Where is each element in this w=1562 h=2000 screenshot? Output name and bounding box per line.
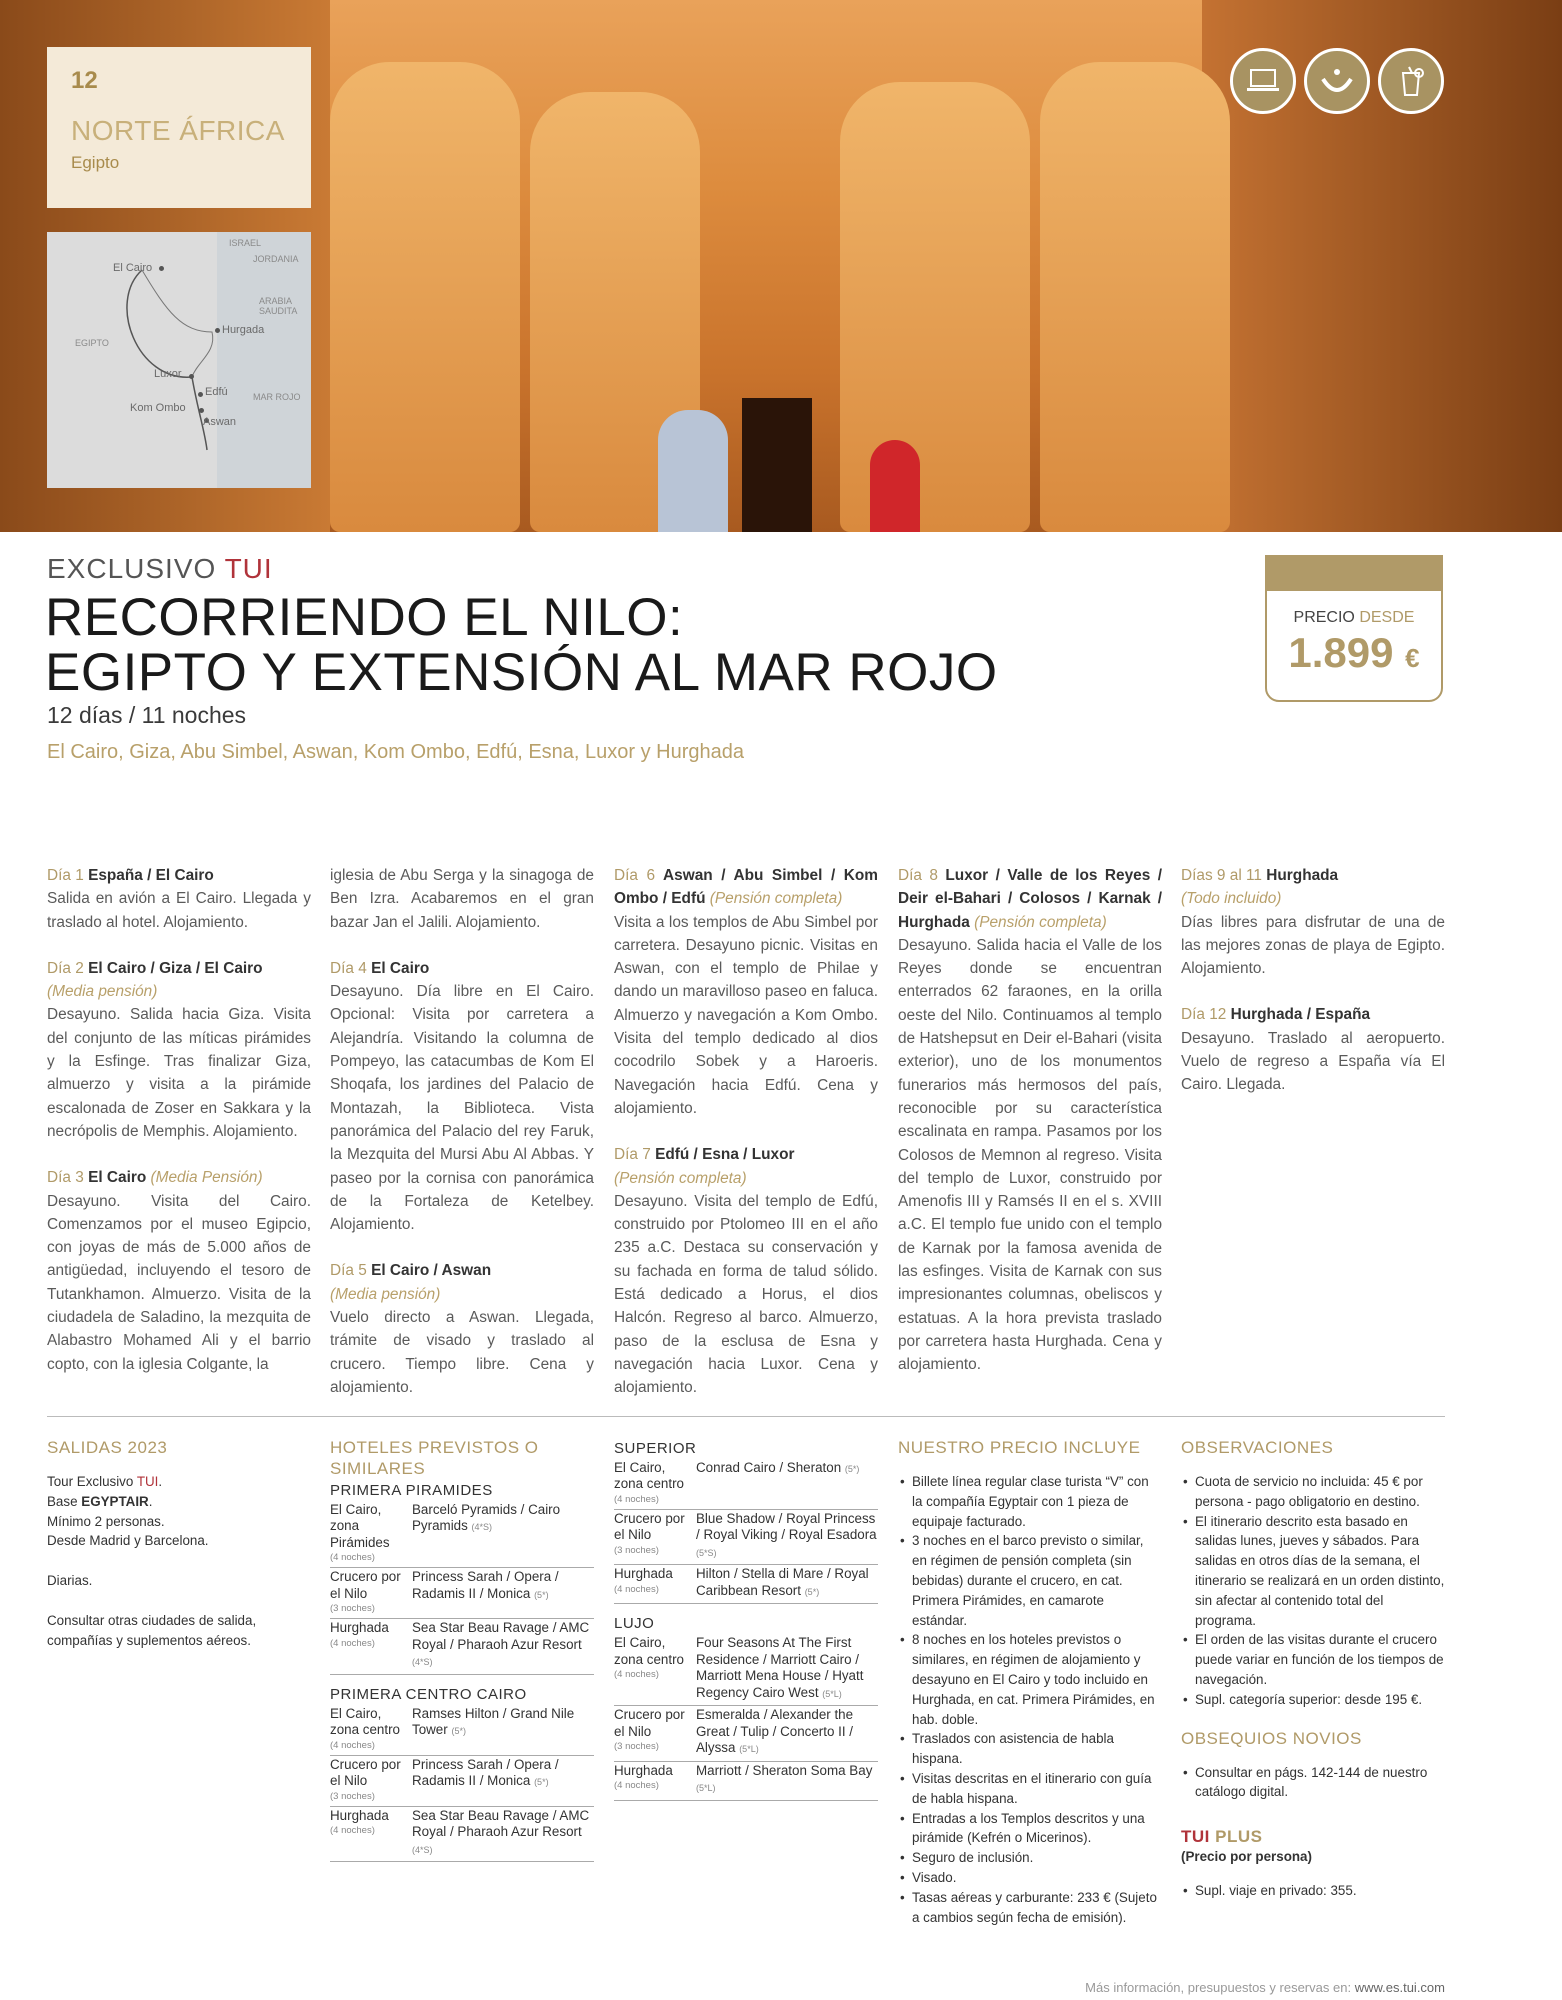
hotel-stars: (5*L) <box>822 1688 842 1699</box>
hotel-nights: (4 noches) <box>614 1583 659 1595</box>
day-title: El Cairo / Giza / El Cairo <box>88 959 263 977</box>
hotel-names <box>696 1634 878 1706</box>
river-path <box>142 270 213 377</box>
day-title: Edfú / Esna / Luxor <box>655 1146 795 1164</box>
table-row <box>614 1706 878 1762</box>
hotel-nights: (4 noches) <box>330 1825 375 1837</box>
footer <box>1085 1980 1445 1995</box>
day-body: Salida en avión a El Cairo. Llegada y traslado al hotel. Alojamiento. <box>47 890 311 931</box>
trip-cities: El Cairo, Giza, Abu Simbel, Aswan, Kom Ombo, Edfú, Esna, Luxor y Hurghada <box>47 741 745 763</box>
hotel-nights: (4 noches) <box>614 1669 659 1681</box>
list-item: • Visitas descritas en el itinerario con guía de habla hispana. <box>898 1769 1162 1809</box>
hotel-stars: (5*) <box>534 1589 549 1600</box>
hotel-name: Sea Star Beau Ravage / AMC Royal / Pharaoh Azur Resort <box>412 1807 590 1840</box>
hotel-location <box>330 1755 412 1806</box>
hotel-table <box>330 1705 594 1863</box>
day-number: Día 8 <box>898 867 938 884</box>
map-label-mar-rojo: MAR ROJO <box>253 392 301 402</box>
novios-heading: OBSEQUIOS NOVIOS <box>1181 1728 1362 1748</box>
hotel-names <box>412 1501 594 1568</box>
hero-statue <box>330 62 520 532</box>
salidas-line: Desde Madrid y Barcelona. <box>47 1533 209 1549</box>
day-heading <box>1181 867 1338 884</box>
tui-plus-word: PLUS <box>1215 1827 1263 1847</box>
day-body: Días libres para disfrutar de una de las mejores zonas de playa de Egipto. Alojamiento. <box>1181 913 1445 978</box>
day-title: El Cairo <box>88 1169 147 1187</box>
tui-plus-list <box>1181 1881 1445 1901</box>
hotel-location <box>330 1806 412 1862</box>
list-item: • Cuota de servicio no incluida: 45 € por persona - pago obligatorio en destino. <box>1181 1472 1445 1512</box>
hotel-stars: (5*L) <box>739 1744 759 1755</box>
hotel-location-name: Crucero por el Nilo <box>614 1707 685 1739</box>
map-city-cairo: El Cairo <box>113 262 153 274</box>
country-name: Egipto <box>71 153 120 172</box>
map-label-jordania: JORDANIA <box>253 254 299 264</box>
map-city-kom-ombo: Kom Ombo <box>130 402 186 414</box>
hotel-location <box>614 1459 696 1510</box>
hero-statue <box>840 82 1030 532</box>
hoteles-section <box>330 1437 594 1862</box>
salidas-line: Consultar otras ciudades de salida, compañías y suplementos aéreos. <box>47 1612 257 1648</box>
map-label-israel: ISRAEL <box>229 238 262 248</box>
hotel-location-name: Hurghada <box>614 1566 673 1582</box>
hotel-location-name: El Cairo, zona centro <box>614 1459 684 1492</box>
feature-icons <box>1230 48 1445 118</box>
route-map <box>47 232 311 488</box>
salidas-line: Mínimo 2 personas. <box>47 1513 165 1529</box>
price-box <box>1265 555 1443 702</box>
hotel-name: Blue Shadow / Royal Princess / Royal Viking / Royal Esadora <box>696 1510 877 1543</box>
hotel-nights: (4 noches) <box>614 1780 659 1792</box>
salidas-text: . <box>158 1474 163 1489</box>
hotel-nights: (4 noches) <box>330 1552 375 1564</box>
list-item: • Visado. <box>898 1868 1162 1888</box>
footer-link[interactable]: www.es.tui.com <box>1354 1980 1445 1995</box>
hotel-names <box>696 1565 878 1604</box>
day-number: Día 5 <box>330 1262 367 1280</box>
hotel-names <box>412 1619 594 1675</box>
table-row <box>614 1565 878 1604</box>
smile-icon <box>1304 48 1370 114</box>
list-item: • Supl. categoría superior: desde 195 €. <box>1181 1690 1445 1710</box>
hotel-location-name: El Cairo, zona Pirámides <box>330 1501 390 1550</box>
map-dot <box>215 328 220 333</box>
day-title: España / El Cairo <box>88 867 214 884</box>
day-title: El Cairo <box>371 959 430 977</box>
map-city-hurgada: Hurgada <box>222 324 265 336</box>
map-city-edfu: Edfú <box>205 386 228 398</box>
map-label-egipto: EGIPTO <box>75 338 109 348</box>
observaciones-list <box>1181 1472 1445 1710</box>
day-heading <box>614 1146 794 1163</box>
hotel-location <box>614 1761 696 1800</box>
list-item: • 8 noches en los hoteles previstos o similares, en régimen de alojamiento y desayuno en El Cairo y todo incluido en Hurghada, en cat. Primera Pirámides, en hab. doble. <box>898 1630 1162 1729</box>
price-label <box>1267 609 1441 627</box>
list-item: • Consultar en págs. 142-144 de nuestro catálogo digital. <box>1181 1763 1445 1803</box>
day-block <box>330 957 594 1237</box>
hotel-names <box>412 1705 594 1756</box>
day-body: Desayuno. Visita del templo de Edfú, construido por Ptolomeo III en el año 235 a.C. Destaca su conservación y su fachada en forma de talud sólido. Está dedicado a Horus, el dios Halcón. Regreso al barco. Almuerzo, paso de la esclusa de Esna y navegación hacia Luxor. Cena y alojamiento. <box>614 1192 878 1397</box>
day-number: Día 7 <box>614 1146 651 1164</box>
salidas-text: Tour Exclusivo <box>47 1474 134 1489</box>
map-route-line <box>47 232 311 488</box>
hotel-nights: (3 noches) <box>330 1790 375 1802</box>
hotel-name: Esmeralda / Alexander the Great / Tulip / Concerto II / Alyssa <box>696 1707 854 1756</box>
section-divider <box>47 1416 1445 1417</box>
day-title: Hurghada / España <box>1230 1006 1371 1024</box>
list-item: • Traslados con asistencia de habla hispana. <box>898 1729 1162 1769</box>
itinerary-column-2 <box>330 864 594 1422</box>
route-path <box>127 270 207 450</box>
hotel-nights: (4 noches) <box>614 1493 659 1505</box>
hotel-stars: (4*S) <box>412 1844 433 1855</box>
hotel-location <box>614 1509 696 1565</box>
hotel-location <box>330 1568 412 1619</box>
hero-statue <box>1040 62 1230 532</box>
hotel-location-name: El Cairo, zona centro <box>614 1635 684 1667</box>
page-section-number: 12 <box>71 67 98 94</box>
map-dot <box>159 266 164 271</box>
hotel-category-title: PRIMERA PIRAMIDES <box>330 1482 493 1499</box>
section-badge <box>47 47 311 208</box>
hotel-stars: (4*S) <box>412 1657 433 1668</box>
day-meal: (Pensión completa) <box>974 913 1107 931</box>
price-value <box>1267 629 1441 677</box>
itinerary-column-1 <box>47 864 311 1399</box>
table-row <box>614 1509 878 1565</box>
salidas-heading: SALIDAS 2023 <box>47 1438 168 1457</box>
day-title: Hurghada <box>1266 867 1339 884</box>
table-row <box>330 1568 594 1619</box>
observaciones-heading: OBSERVACIONES <box>1181 1438 1334 1457</box>
map-city-aswan: Aswan <box>203 416 237 428</box>
day-meal: (Pensión completa) <box>709 890 843 908</box>
salidas-line: Diarias. <box>47 1573 93 1589</box>
map-dot <box>189 374 194 379</box>
incluye-heading: NUESTRO PRECIO INCLUYE <box>898 1438 1141 1457</box>
day-body: Visita a los templos de Abu Simbel por carretera. Desayuno picnic. Visitas en Aswan, con el templo de Philae y dando un maravilloso paseo en faluca. Almuerzo y navegación a Kom Ombo. Visita del templo dedicado al dios cocodrilo Sobek y a Haroeris. Navegación hacia Edfú. Cena y alojamiento. <box>614 913 878 1117</box>
hotel-location <box>330 1501 412 1568</box>
salidas-brand: TUI <box>136 1474 159 1489</box>
hotel-stars: (5*) <box>534 1777 549 1788</box>
list-item: • Tasas aéreas y carburante: 233 € (Sujeto a cambios según fecha de emisión). <box>898 1888 1162 1928</box>
hotel-location-name: Crucero por el Nilo <box>330 1756 401 1789</box>
day-block <box>614 864 878 1120</box>
salidas-line <box>47 1472 311 1492</box>
map-city-luxor: Luxor <box>154 368 182 380</box>
day-title: Luxor / Valle de los Reyes / Deir el-Bahari / Colosos / Karnak / Hurghada <box>898 867 1162 931</box>
hotel-name: Sea Star Beau Ravage / AMC Royal / Pharaoh Azur Resort <box>412 1620 590 1652</box>
hotel-location-name: Hurghada <box>614 1762 673 1778</box>
hotel-table <box>330 1501 594 1675</box>
day-number: Días 9 al 11 <box>1181 867 1262 884</box>
observaciones-section <box>1181 1437 1445 1901</box>
hotel-stars: (5*L) <box>696 1783 716 1794</box>
table-row <box>330 1755 594 1806</box>
hotel-name: Barceló Pyramids / Cairo Pyramids <box>412 1501 561 1534</box>
day-heading <box>47 867 214 884</box>
table-row <box>330 1619 594 1675</box>
hoteles-section-2 <box>614 1437 878 1801</box>
map-dot <box>199 408 204 413</box>
salidas-text: . <box>148 1493 153 1509</box>
hero-person <box>870 440 920 532</box>
hotel-name: Princess Sarah / Opera / Radamis II / Monica <box>412 1756 559 1789</box>
price-label-main: PRECIO <box>1293 609 1355 626</box>
list-item: • Entradas a los Templos descritos y una pirámide (Kefrén o Micerinos). <box>898 1809 1162 1849</box>
hotel-names <box>412 1806 594 1862</box>
day-meal: (Media pensión) <box>47 983 158 1001</box>
hoteles-heading: HOTELES PREVISTOS O SIMILARES <box>330 1438 539 1478</box>
day-meal: (Pensión completa) <box>614 1169 747 1187</box>
map-label-arabia: ARABIA SAUDITA <box>259 296 298 316</box>
hotel-category-title: PRIMERA CENTRO CAIRO <box>330 1685 527 1703</box>
day-body: Desayuno. Traslado al aeropuerto. Vuelo de regreso a España vía El Cairo. Llegada. <box>1181 1029 1445 1094</box>
hotel-stars: (5*S) <box>696 1547 717 1558</box>
footer-text: Más información, presupuestos y reservas en: <box>1085 1980 1352 1995</box>
hotel-location <box>614 1565 696 1604</box>
list-item: • El orden de las visitas durante el crucero puede variar en función de los tiempos de navegación. <box>1181 1630 1445 1689</box>
hotel-category-title: SUPERIOR <box>614 1440 697 1457</box>
day-body: Vuelo directo a Aswan. Llegada, trámite de visado y traslado al crucero. Tiempo libre. Cena y alojamiento. <box>330 1309 594 1396</box>
day-number: Día 4 <box>330 959 367 977</box>
day-body: iglesia de Abu Serga y la sinagoga de Ben Izra. Acabaremos en el gran bazar Jan el Jalili. Alojamiento. <box>330 867 594 931</box>
day-block <box>614 1143 878 1399</box>
table-row <box>330 1705 594 1756</box>
price-amount: 1.899 <box>1288 629 1394 676</box>
day-body: Desayuno. Salida hacia Giza. Visita del conjunto de las míticas pirámides y la Esfinge. Tras finalizar Giza, almuerzo y visita a la pirámide escalonada de Zoser en Sakkara y la necrópolis de Memphis. Alojamiento. <box>47 1006 311 1140</box>
hotel-name: Hilton / Stella di Mare / Royal Caribbean Resort <box>696 1566 869 1598</box>
trip-duration: 12 días / 11 noches <box>47 702 247 728</box>
list-item: • 3 noches en el barco previsto o similar, en régimen de pensión completa (sin bebidas) durante el crucero, en cat. Primera Pirámides, en camarote estándar. <box>898 1531 1162 1630</box>
hotel-names <box>412 1755 594 1806</box>
day-title: Aswan / Abu Simbel / Kom Ombo / Edfú <box>614 867 878 908</box>
day-heading <box>47 1169 146 1186</box>
price-label-accent: DESDE <box>1359 609 1415 626</box>
hotel-location-name: Crucero por el Nilo <box>614 1510 685 1543</box>
hotel-location-name: Crucero por el Nilo <box>330 1569 401 1601</box>
list-item: • El itinerario descrito esta basado en salidas lunes, jueves y sábados. Para salidas en otros días de la semana, el itinerario se realizará en un orden distinto, sin afectar al contenido total del programa. <box>1181 1512 1445 1631</box>
kicker-brand: TUI <box>224 553 273 584</box>
day-block <box>47 864 311 934</box>
hotel-name: Marriott / Sheraton Soma Bay <box>696 1762 873 1778</box>
day-body: Desayuno. Visita del Cairo. Comenzamos por el museo Egipcio, con joyas de más de 5.000 años de antigüedad, incluyendo el tesoro de Tutankhamon. Almuerzo. Visita de la ciudadela de Saladino, la mezquita de Alabastro Mohamed Ali y el barrio copto, con la iglesia Colgante, la <box>47 1192 311 1373</box>
hotel-table <box>614 1634 878 1801</box>
day-block <box>330 1259 594 1399</box>
day-meal: (Media Pensión) <box>150 1169 263 1187</box>
table-row <box>330 1501 594 1568</box>
cocktail-icon <box>1378 48 1444 114</box>
kicker-prefix: EXCLUSIVO <box>47 553 217 584</box>
list-item: • Billete línea regular clase turista “V” con la compañía Egyptair con 1 pieza de equipaje facturado. <box>898 1472 1162 1531</box>
day-block <box>47 957 311 1143</box>
hotel-nights: (4 noches) <box>330 1637 375 1649</box>
hotel-stars: (5*) <box>844 1463 860 1474</box>
tui-plus-subtitle: (Precio por persona) <box>1181 1849 1312 1865</box>
salidas-line <box>47 1492 311 1512</box>
hotel-location-name: El Cairo, zona centro <box>330 1705 400 1738</box>
hotel-name: Conrad Cairo / Sheraton <box>696 1459 842 1475</box>
temple-door <box>742 398 812 532</box>
hotel-nights: (3 noches) <box>614 1544 659 1556</box>
hotel-nights: (4 noches) <box>330 1739 375 1751</box>
table-row <box>614 1459 878 1510</box>
day-number: Día 3 <box>47 1169 84 1187</box>
title-line-1: RECORRIENDO EL NILO: <box>45 588 684 647</box>
title-line-2: EGIPTO Y EXTENSIÓN AL MAR ROJO <box>45 643 998 702</box>
day-meal: (Media pensión) <box>330 1285 441 1303</box>
hotel-name: Four Seasons At The First Residence / Marriott Cairo / Marriott Mena House / Hyatt Regency Cairo West <box>696 1635 864 1700</box>
table-row <box>614 1634 878 1706</box>
hotel-stars: (4*S) <box>471 1522 493 1533</box>
hotel-category-title: LUJO <box>614 1615 655 1633</box>
tui-plus-heading <box>1181 1826 1445 1847</box>
day-block <box>898 864 1162 1377</box>
price-box-bar <box>1267 557 1441 591</box>
day-heading <box>330 1262 491 1279</box>
region-name: NORTE ÁFRICA <box>71 115 285 146</box>
novios-list <box>1181 1763 1445 1803</box>
day-heading <box>1181 1006 1370 1023</box>
hotel-table <box>614 1459 878 1605</box>
hotel-location-name: Hurghada <box>330 1620 389 1636</box>
hotel-stars: (5*) <box>804 1586 820 1597</box>
hero-person <box>658 410 728 532</box>
itinerary-column-5 <box>1181 864 1445 1120</box>
day-meal: (Todo incluido) <box>1181 890 1282 908</box>
kicker <box>47 553 273 585</box>
hotel-names <box>696 1459 878 1510</box>
salidas-airline: EGYPTAIR <box>81 1493 149 1509</box>
itinerary-column-4 <box>898 864 1162 1400</box>
day-block-continued <box>330 864 594 934</box>
day-block <box>1181 1003 1445 1096</box>
hotel-location <box>330 1619 412 1675</box>
incluye-section <box>898 1437 1162 1927</box>
day-heading <box>330 960 429 977</box>
day-number: Día 1 <box>47 867 84 884</box>
tui-plus-brand: TUI <box>1181 1827 1210 1847</box>
hotel-names <box>696 1509 878 1565</box>
day-heading <box>47 960 263 977</box>
salidas-section <box>47 1437 311 1651</box>
itinerary-column-3 <box>614 864 878 1423</box>
hotel-name: Ramses Hilton / Grand Nile Tower <box>412 1705 575 1738</box>
hotel-names <box>412 1568 594 1619</box>
laptop-icon <box>1230 48 1296 114</box>
salidas-text: Base <box>47 1493 78 1509</box>
list-item: • Seguro de inclusión. <box>898 1848 1162 1868</box>
day-block <box>47 1166 311 1376</box>
incluye-list <box>898 1472 1162 1927</box>
day-title: El Cairo / Aswan <box>371 1262 492 1280</box>
table-row <box>614 1761 878 1800</box>
hotel-nights: (3 noches) <box>330 1603 375 1615</box>
hotel-nights: (3 noches) <box>614 1741 659 1753</box>
hotel-location <box>614 1634 696 1706</box>
hotel-names <box>696 1761 878 1800</box>
hotel-location <box>614 1706 696 1762</box>
day-block <box>1181 864 1445 980</box>
list-item: • Supl. viaje en privado: 355. <box>1181 1881 1445 1901</box>
day-number: Día 2 <box>47 959 84 977</box>
table-row <box>330 1806 594 1862</box>
hotel-stars: (5*) <box>451 1726 466 1737</box>
day-body: Desayuno. Día libre en El Cairo. Opcional: Visita por carretera a Alejandría. Visitando la columna de Pompeyo, las catacumbas de Kom El Shoqafa, los jardines del Palacio de Montazah, la Biblioteca. Vista panorámica del Palacio del rey Faruk, la Mezquita del Mursi Abu Al Abbas. Y paseo por la cornisa con panorámica de la Fortaleza de Ketelbey. Alojamiento. <box>330 983 594 1234</box>
hotel-name: Princess Sarah / Opera / Radamis II / Monica <box>412 1569 559 1601</box>
page-title <box>45 590 1245 700</box>
day-number: Día 12 <box>1181 1006 1227 1024</box>
day-number: Día 6 <box>614 867 656 884</box>
hotel-location-name: Hurghada <box>330 1807 389 1823</box>
hotel-location <box>330 1705 412 1756</box>
hotel-names <box>696 1706 878 1762</box>
map-dot <box>198 392 203 397</box>
day-body: Desayuno. Salida hacia el Valle de los Reyes donde se encuentran enterrados 62 faraones, en la orilla oeste del Nilo. Continuamos al templo de Hatshepsut en Deir el-Bahari (visita exterior), uno de los monumentos funerarios más hermosos del país, reconocible por su característica escalinata en rampa. Pasamos por los Colosos de Memnon al regreso. Visita del templo de Luxor, construido por Amenofis III y Ramsés II en el s. XVIII a.C. El templo fue unido con el templo de Karnak por la famosa avenida de las esfinges. Visita de Karnak con sus impresionantes columnas, obeliscos y estatuas. A la hora prevista traslado por carretera hasta Hurghada. Cena y alojamiento. <box>898 936 1162 1374</box>
price-currency: € <box>1405 643 1420 673</box>
